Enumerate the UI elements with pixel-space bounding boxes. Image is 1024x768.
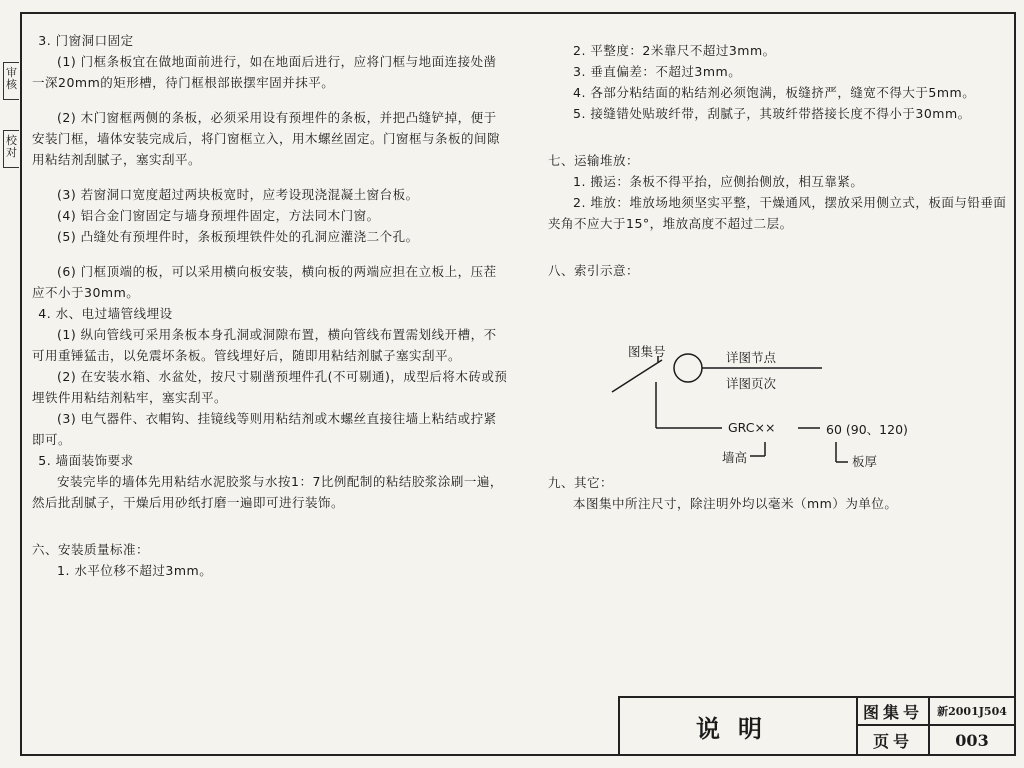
atlas-number-row <box>858 698 1014 726</box>
section-5-paragraph: 安装完毕的墙体先用粘结水泥胶浆与水按1：7比例配制的粘结胶浆涂刷一遍，然后批刮腻子，干燥后用砂纸打磨一遍即可进行装饰。 <box>32 474 503 510</box>
page-number-key: 页号 <box>858 726 930 754</box>
thickness-values-label: 60 (90、120) <box>826 422 908 437</box>
page-number-row <box>858 726 1014 754</box>
right-column <box>548 40 1010 281</box>
section-5-title: 5. 墙面装饰要求 <box>38 453 134 468</box>
section-3-item-1: (1) 门框条板宜在做地面前进行，如在地面后进行，应将门框与地面连接处凿一深20mm的矩形槽，待门框根部嵌摆牢固并抹平。 <box>32 54 497 90</box>
section-3-item-6: (6) 门框顶端的板，可以采用横向板安装，横向板的两端应担在立板上，压茬应不小于30mm。 <box>32 264 497 300</box>
section-4-item-3: (3) 电气器件、衣帽钩、挂镜线等则用粘结剂或木螺丝直接往墙上粘结或拧紧即可。 <box>32 411 497 447</box>
proofread-cell: 校对 <box>3 130 19 168</box>
section-3-item-4: (4) 铝合金门窗固定与墙身预埋件固定，方法同木门窗。 <box>57 208 380 223</box>
section-7-item-1: 1. 搬运：条板不得平抬，应侧抬侧放，相互靠紧。 <box>573 174 864 189</box>
section-3-title: 3. 门窗洞口固定 <box>38 33 134 48</box>
review-cell: 审核 <box>3 62 19 100</box>
section-4-item-2: (2) 在安装水箱、水盆处，按尺寸剔凿预埋件孔(不可剔通)，成型后将木砖或预埋铁件用粘结剂粘牢，塞实刮平。 <box>32 369 508 405</box>
section-9 <box>548 472 1010 514</box>
section-6-item-4: 4. 各部分粘结面的粘结剂必须饱满，板缝挤严，缝宽不得大于5mm。 <box>573 85 976 100</box>
section-3-item-5: (5) 凸缝处有预埋件时，条板预埋铁件处的孔洞应灌浇二个孔。 <box>57 229 419 244</box>
section-6-title: 六、安装质量标准： <box>32 542 150 557</box>
detail-node-label: 详图节点 <box>726 350 777 365</box>
section-6-item-3: 3. 垂直偏差：不超过3mm。 <box>573 64 742 79</box>
section-3-item-2: (2) 木门窗框两侧的条板，必须采用设有预埋件的条板，并把凸缝铲掉，便于安装门框，墙体安装完成后，将门窗框立入，用木螺丝固定。门窗框与条板的间隙用粘结剂刮腻子，塞实刮平。 <box>32 110 501 167</box>
section-3-item-3: (3) 若窗洞口宽度超过两块板宽时，应考设现浇混凝土窗台板。 <box>57 187 419 202</box>
wall-height-label: 墙高 <box>722 450 748 465</box>
section-6-item-1: 1. 水平位移不超过3mm。 <box>57 563 213 578</box>
section-8-title: 八、索引示意： <box>548 263 640 278</box>
section-6-item-2: 2. 平整度：2米靠尺不超过3mm。 <box>573 43 776 58</box>
title-block-title: 说明 <box>620 698 858 754</box>
atlas-number-key: 图集号 <box>858 698 930 724</box>
atlas-number-value: 新2001J504 <box>937 705 1007 718</box>
section-9-paragraph: 本图集中所注尺寸，除注明外均以毫米（mm）为单位。 <box>573 496 898 511</box>
section-7-item-2: 2. 堆放：堆放场地须坚实平整，干燥通风，摆放采用侧立式，板面与铅垂面夹角不应大于15°，堆放高度不超过二层。 <box>548 195 1007 231</box>
index-diagram <box>600 342 1000 472</box>
section-9-title: 九、其它： <box>548 475 614 490</box>
section-7-title: 七、运输堆放： <box>548 153 640 168</box>
detail-page-label: 详图页次 <box>726 376 777 391</box>
title-block <box>618 696 1014 754</box>
board-thickness-label: 板厚 <box>852 454 878 469</box>
grc-code-label: GRC×× <box>728 420 776 435</box>
section-4-title: 4. 水、电过墙管线埋设 <box>38 306 173 321</box>
index-diagram-lines <box>600 342 1000 472</box>
section-6-item-5: 5. 接缝错处贴玻纤带，刮腻子，其玻纤带搭接长度不得小于30mm。 <box>573 106 971 121</box>
page-number-value: 003 <box>955 730 989 750</box>
side-approval-strip <box>0 8 20 218</box>
left-column <box>32 30 508 581</box>
atlas-number-label: 图集号 <box>628 344 666 359</box>
section-4-item-1: (1) 纵向管线可采用条板本身孔洞或洞隙布置，横向管线布置需划线开槽，不可用重锤猛击，以免震坏条板。管线埋好后，随即用粘结剂腻子塞实刮平。 <box>32 327 497 363</box>
